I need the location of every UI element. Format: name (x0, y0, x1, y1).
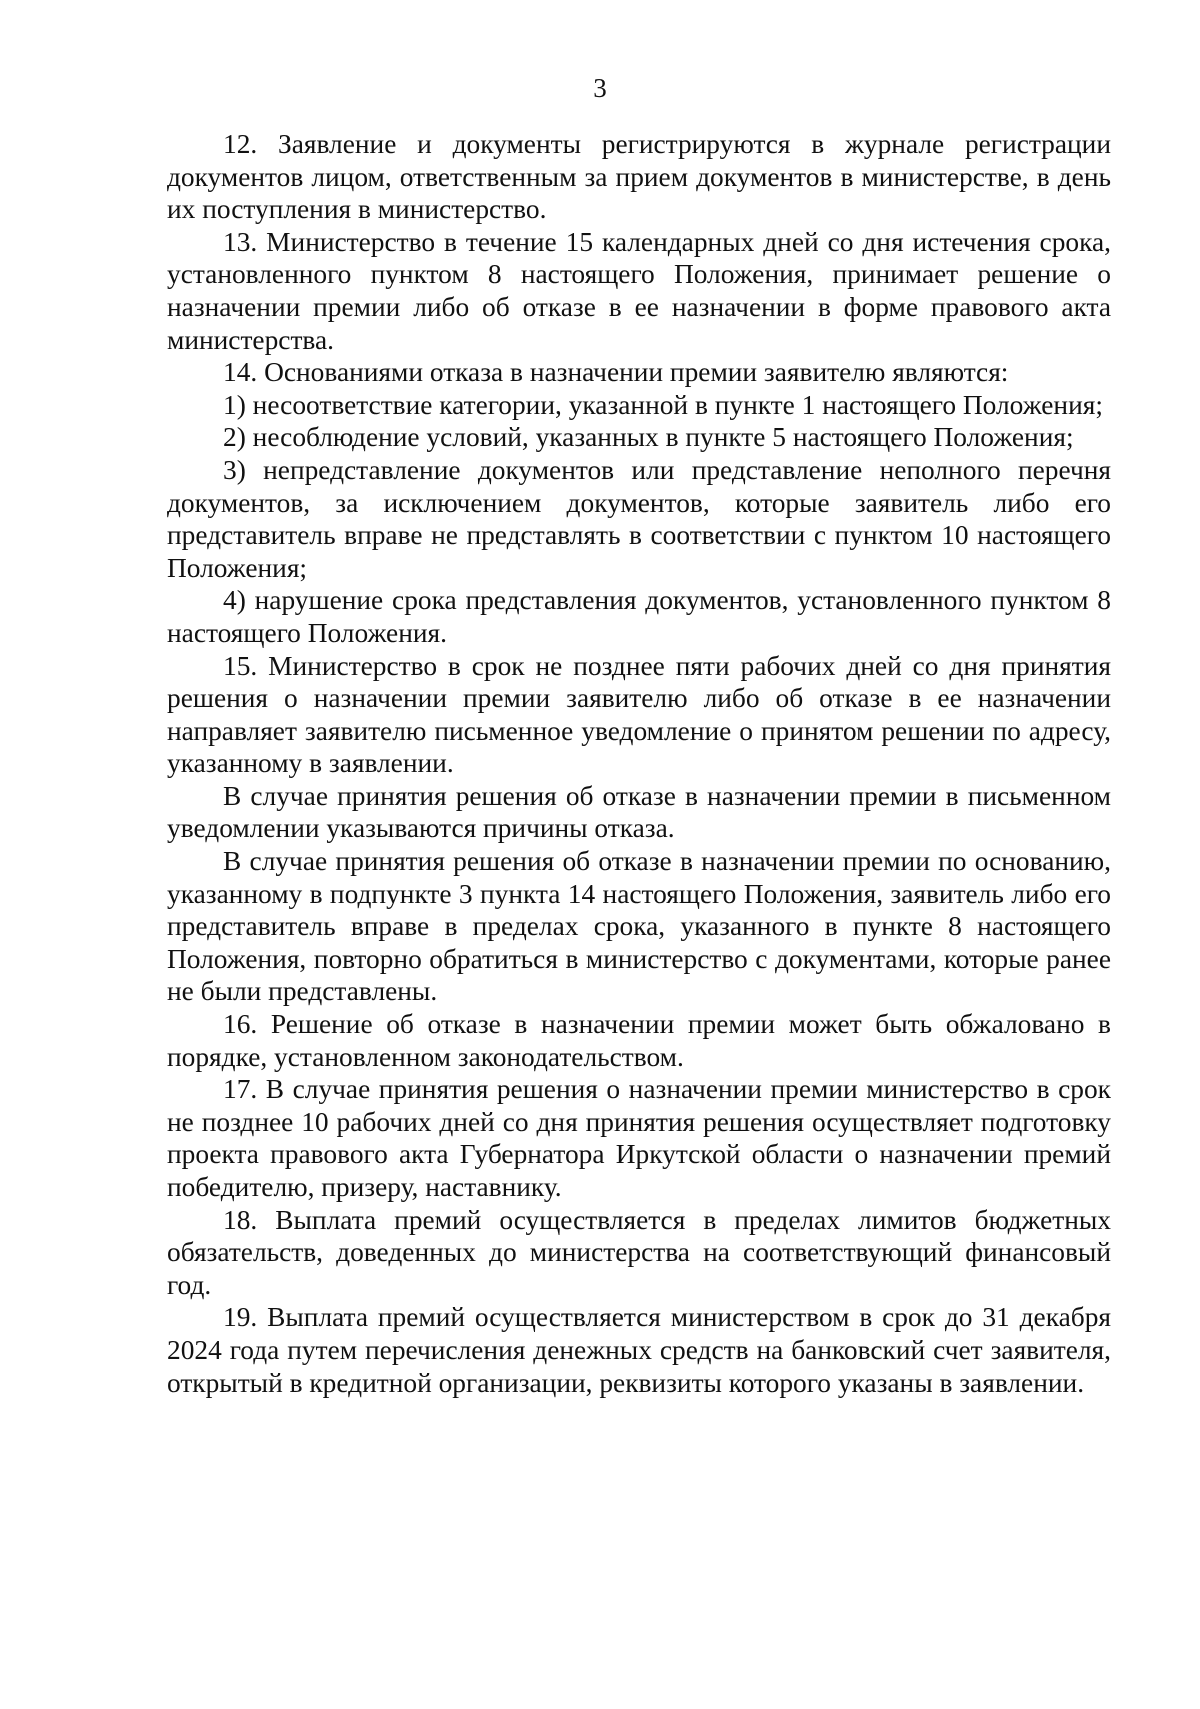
paragraph-16: 16. Решение об отказе в назначении премии может быть обжаловано в порядке, установленном законодательством. (167, 1009, 1111, 1072)
paragraph-14-item-1: 1) несоответствие категории, указанной в пункте 1 настоящего Положения; (223, 389, 1103, 420)
paragraph-14-item-2: 2) несоблюдение условий, указанных в пункте 5 настоящего Положения; (223, 422, 1074, 453)
paragraph-15-notice: В случае принятия решения об отказе в назначении премии в письменном уведомлении указываются причины отказа. (167, 780, 1111, 844)
paragraph-18: 18. Выплата премий осуществляется в пределах лимитов бюджетных обязательств, доведенных до министерства на соответствующий финансовый год. (167, 1204, 1111, 1300)
paragraph-13: 13. Министерство в течение 15 календарных дней со дня истечения срока, установленного пунктом 8 настоящего Положения, принимает решение о назначении премии либо об отказе в ее назначении в форме правового акта министерства. (167, 226, 1111, 355)
paragraph-15-resubmission: В случае принятия решения об отказе в назначении премии по основанию, указанному в подпункте 3 пункта 14 настоящего Положения, заявитель либо его представитель вправе в пределах срока, указанного в пункте 8 настоящего Положения, повторно обратиться в министерство с документами, которые ранее не были представлены. (167, 846, 1111, 1007)
paragraph-14-item-4: 4) нарушение срока представления документов, установленного пунктом 8 настоящего Положения. (167, 585, 1111, 648)
paragraph-17: 17. В случае принятия решения о назначении премии министерство в срок не позднее 10 рабочих дней со дня принятия решения осуществляет подготовку проекта правового акта Губернатора Иркутской области о назначении премий победителю, призеру, наставнику. (167, 1074, 1111, 1202)
paragraph-15: 15. Министерство в срок не позднее пяти рабочих дней со дня принятия решения о назначении премии заявителю либо об отказе в ее назначении направляет заявителю письменное уведомление о принятом решении по адресу, указанному в заявлении. (167, 650, 1111, 779)
page-number: 3 (593, 73, 607, 103)
document-body (167, 128, 1111, 1399)
paragraph-12: 12. Заявление и документы регистрируются в журнале регистрации документов лицом, ответственным за прием документов в министерстве, в день их поступления в министерство. (167, 129, 1111, 225)
paragraph-14-item-3: 3) непредставление документов или представление неполного перечня документов, за исключением документов, которые заявитель либо его представитель вправе не представлять в соответствии с пунктом 10 настоящего Положения; (167, 454, 1111, 583)
paragraph-14: 14. Основаниями отказа в назначении премии заявителю являются: (223, 357, 1009, 388)
paragraph-19: 19. Выплата премий осуществляется министерством в срок до 31 декабря 2024 года путем перечисления денежных средств на банковский счет заявителя, открытый в кредитной организации, реквизиты которого указаны в заявлении. (167, 1302, 1111, 1398)
